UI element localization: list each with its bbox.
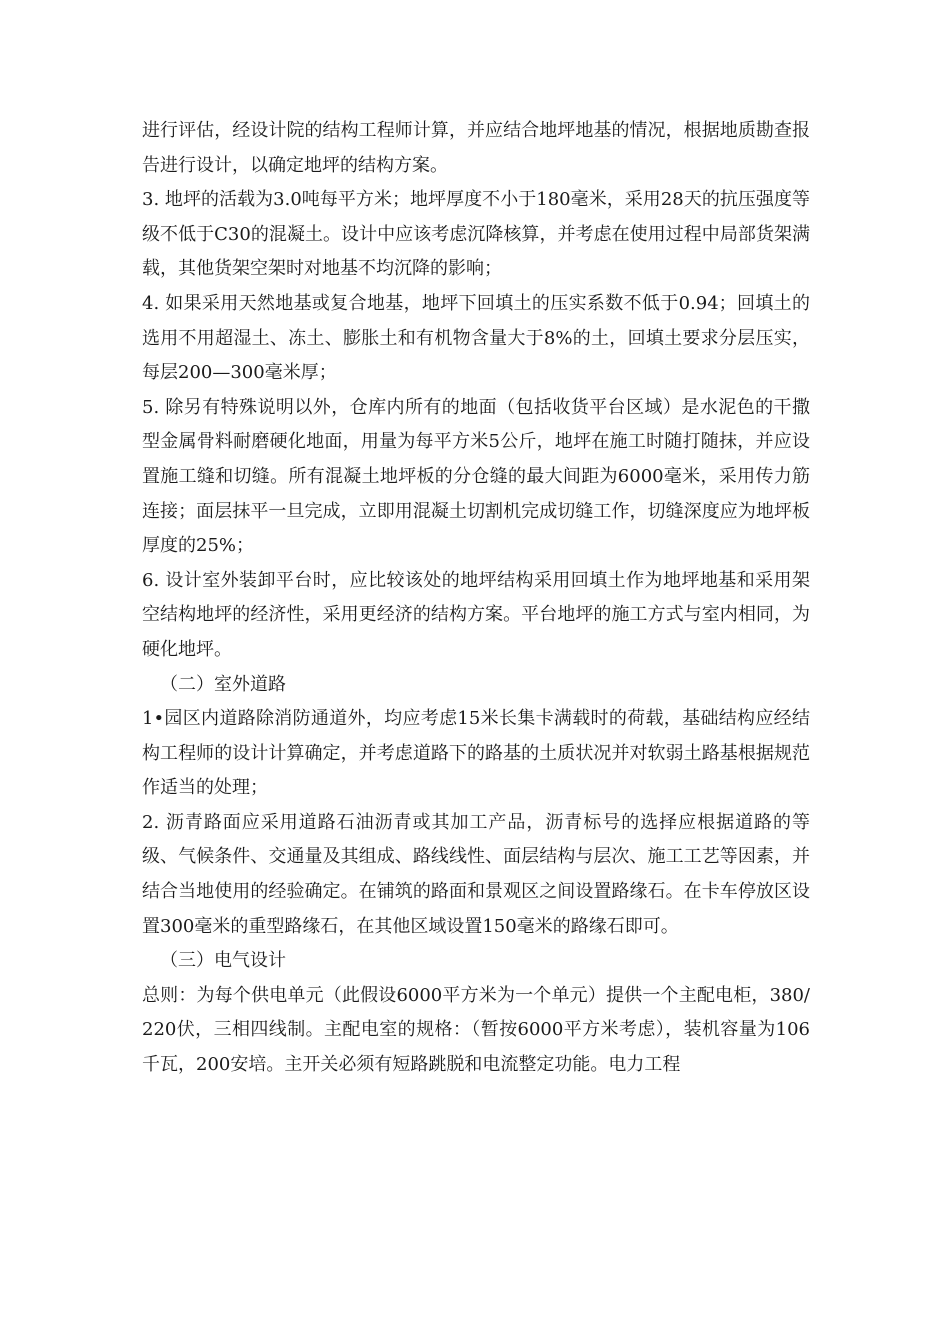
document-body xyxy=(142,114,810,1083)
paragraph-item-4: 4. 如果采用天然地基或复合地基，地坪下回填土的压实系数不低于0.94；回填土的选用不用超湿土、冻土、膨胀土和有机物含量大于8%的土，回填土要求分层压实，每层200—300毫米厚； xyxy=(142,292,810,384)
section-heading-outdoor-roads: （二）室外道路 xyxy=(160,673,286,695)
paragraph-item-3: 3. 地坪的活载为3.0吨每平方米；地坪厚度不小于180毫米，采用28天的抗压强度等级不低于C30的混凝土。设计中应该考虑沉降核算，并考虑在使用过程中局部货架满载，其他货架空架时对地基不均沉降的影响； xyxy=(142,189,810,280)
paragraph-electrical-general: 总则：为每个供电单元（此假设6000平方米为一个单元）提供一个主配电柜，380/220伏，三相四线制。主配电室的规格：（暂按6000平方米考虑），装机容量为106千瓦，200安培。主开关必须有短路跳脱和电流整定功能。电力工程 xyxy=(142,984,810,1076)
section-heading-electrical-design: （三）电气设计 xyxy=(160,950,286,972)
paragraph-intro-continuation: 进行评估，经设计院的结构工程师计算，并应结合地坪地基的情况，根据地质勘查报告进行设计，以确定地坪的结构方案。 xyxy=(142,120,810,176)
paragraph-road-item-2: 2. 沥青路面应采用道路石油沥青或其加工产品，沥青标号的选择应根据道路的等级、气候条件、交通量及其组成、路线线性、面层结构与层次、施工工艺等因素，并结合当地使用的经验确定。在铺筑的路面和景观区之间设置路缘石。在卡车停放区设置300毫米的重型路缘石，在其他区域设置150毫米的路缘石即可。 xyxy=(142,811,810,937)
paragraph-item-6: 6. 设计室外装卸平台时，应比较该处的地坪结构采用回填土作为地坪地基和采用架空结构地坪的经济性，采用更经济的结构方案。平台地坪的施工方式与室内相同，为硬化地坪。 xyxy=(142,569,810,660)
paragraph-item-5: 5. 除另有特殊说明以外，仓库内所有的地面（包括收货平台区域）是水泥色的干撒型金属骨料耐磨硬化地面，用量为每平方米5公斤，地坪在施工时随打随抹，并应设置施工缝和切缝。所有混凝土地坪板的分仓缝的最大间距为6000毫米，采用传力筋连接；面层抹平一旦完成，立即用混凝土切割机完成切缝工作，切缝深度应为地坪板厚度的25%； xyxy=(142,396,810,557)
paragraph-road-item-1: 1•园区内道路除消防通道外，均应考虑15米长集卡满载时的荷载，基础结构应经结构工程师的设计计算确定，并考虑道路下的路基的土质状况并对软弱土路基根据规范作适当的处理； xyxy=(142,708,810,799)
